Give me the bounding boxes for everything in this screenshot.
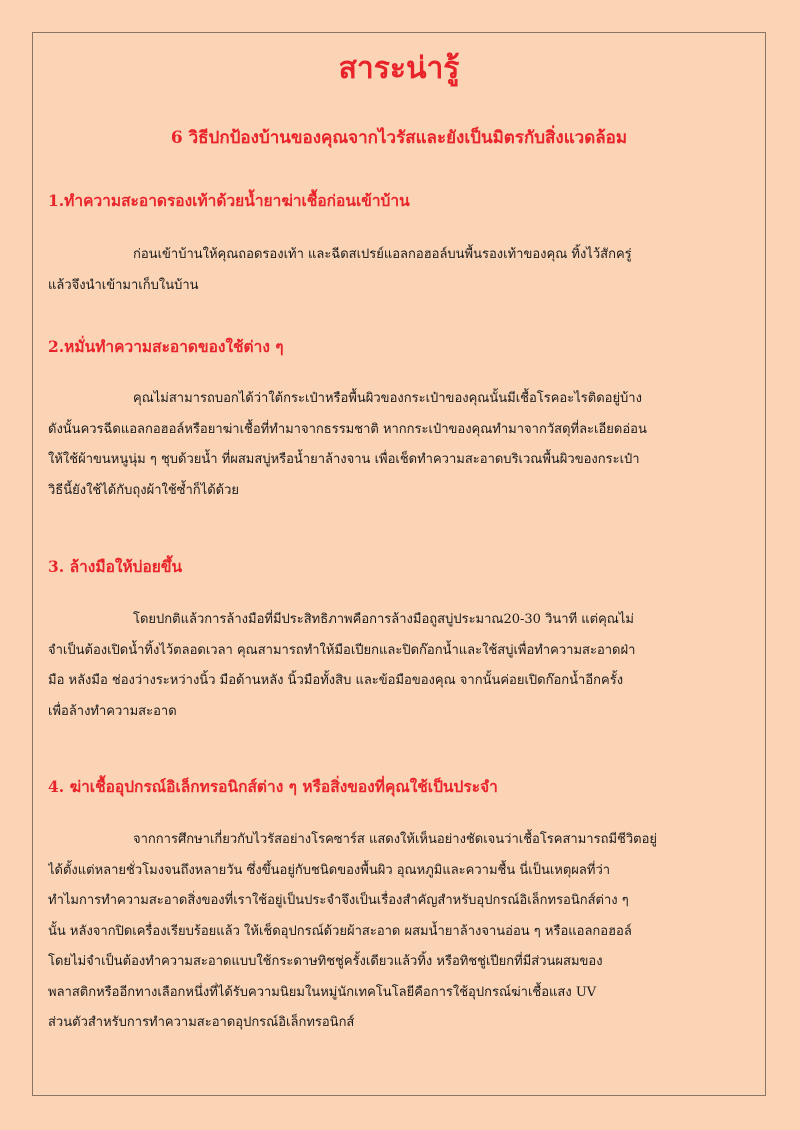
section-2-heading: 2.หมั่นทำความสะอาดของใช้ต่าง ๆ [48, 337, 284, 356]
page-title: สาระน่ารู้ [338, 51, 460, 86]
paragraph-line: โดยไม่จำเป็นต้องทำความสะอาดแบบใช้กระดาษทิชชู่ครั้งเดียวแล้วทิ้ง หรือทิชชู่เปียกที่มีส่วนผสมของ [48, 954, 603, 969]
page-subtitle: 6 วิธีปกป้องบ้านของคุณจากไวรัสและยังเป็นมิตรกับสิ่งแวดล้อม [170, 128, 628, 148]
paragraph-line: ทำไมการทำความสะอาดสิ่งของที่เราใช้อยู่เป็นประจำจึงเป็นเรื่องสำคัญสำหรับอุปกรณ์อิเล็กทรอนิกส์ต่าง ๆ [48, 893, 629, 908]
paragraph-line: ส่วนตัวสำหรับการทำความสะอาดอุปกรณ์อิเล็กทรอนิกส์ [48, 1015, 355, 1030]
paragraph-line: พลาสติกหรืออีกทางเลือกหนึ่งที่ได้รับความนิยมในหมู่นักเทคโนโลยีคือการใช้อุปกรณ์ฆ่าเชื้อแสง UV [48, 984, 597, 1000]
section-2-paragraph [48, 384, 748, 506]
paragraph-line: มือ หลังมือ ช่องว่างระหว่างนิ้ว มือด้านหลัง นิ้วมือทั้งสิบ และข้อมือของคุณ จากนั้นค่อยเปิดก๊อกน้ำอีกครั้ง [48, 673, 624, 688]
section-1-paragraph [48, 240, 748, 301]
document-page [32, 32, 766, 1096]
section-3-paragraph [48, 605, 748, 727]
paragraph-line: จำเป็นต้องเปิดน้ำทิ้งไว้ตลอดเวลา คุณสามารถทำให้มือเปียกและปิดก๊อกน้ำและใช้สบู่เพื่อทำความสะอาดฝ่า [48, 642, 636, 658]
section-1-heading: 1.ทำความสะอาดรองเท้าด้วยน้ำยาฆ่าเชื้อก่อนเข้าบ้าน [48, 191, 410, 210]
section-4-heading: 4. ฆ่าเชื้ออุปกรณ์อิเล็กทรอนิกส์ต่าง ๆ หรือสิ่งของที่คุณใช้เป็นประจำ [48, 777, 498, 796]
paragraph-line: จากการศึกษาเกี่ยวกับไวรัสอย่างโรคซาร์ส แสดงให้เห็นอย่างชัดเจนว่าเชื้อโรคสามารถมีชีวิตอยู่ [133, 832, 658, 847]
paragraph-line: ให้ใช้ผ้าขนหนูนุ่ม ๆ ชุบด้วยน้ำ ที่ผสมสบู่หรือน้ำยาล้างจาน เพื่อเช็ดทำความสะอาดบริเวณพื้นผิวของกระเป๋า [48, 452, 640, 467]
paragraph-line: คุณไม่สามารถบอกได้ว่าใต้กระเป๋าหรือพื้นผิวของกระเป๋าของคุณนั้นมีเชื้อโรคอะไรติดอยู่บ้าง [133, 391, 642, 406]
paragraph-line: ก่อนเข้าบ้านให้คุณถอดรองเท้า และฉีดสเปรย์แอลกอฮอล์บนพื้นรองเท้าของคุณ ทิ้งไว้สักครู่ [133, 247, 632, 262]
paragraph-line: โดยปกติแล้วการล้างมือที่มีประสิทธิภาพคือการล้างมือถูสบู่ประมาณ20-30 วินาที แต่คุณไม่ [133, 612, 634, 627]
section-3-heading: 3. ล้างมือให้บ่อยขึ้น [48, 557, 183, 576]
paragraph-line: แล้วจึงนำเข้ามาเก็บในบ้าน [48, 277, 199, 293]
paragraph-line: ได้ตั้งแต่หลายชั่วโมงจนถึงหลายวัน ซึ่งขึ้นอยู่กับชนิดของพื้นผิว อุณหภูมิและความชื้น นี่เป็นเหตุผลที่ว่า [48, 862, 611, 878]
paragraph-line: วิธีนี้ยังใช้ได้กับถุงผ้าใช้ซ้ำก็ได้ด้วย [48, 482, 240, 498]
section-4-paragraph [48, 825, 748, 1039]
paragraph-line: เพื่อล้างทำความสะอาด [48, 703, 177, 719]
paragraph-line: ดังนั้นควรฉีดแอลกอฮอล์หรือยาฆ่าเชื้อที่ทำมาจากธรรมชาติ หากกระเป๋าของคุณทำมาจากวัสดุที่ละเอียดอ่อน [48, 421, 647, 437]
paragraph-line: นั้น หลังจากปิดเครื่องเรียบร้อยแล้ว ให้เช็ดอุปกรณ์ด้วยผ้าสะอาด ผสมน้ำยาล้างจานอ่อน ๆ หรือแอลกอฮอล์ [48, 923, 632, 939]
